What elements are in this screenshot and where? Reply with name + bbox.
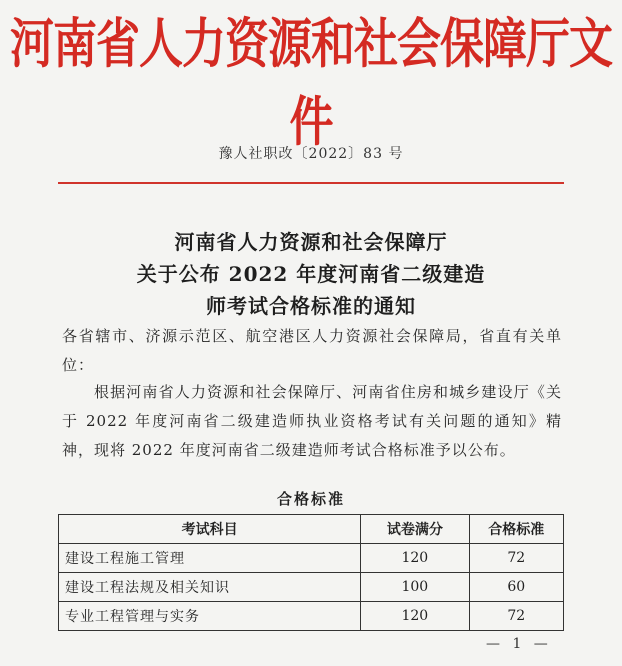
body-paragraph: 根据河南省人力资源和社会保障厅、河南省住房和城乡建设厅《关于 2022 年度河南省二级建造师执业资格考试有关问题的通知》精神，现将 2022 年度河南省二级建造师考试合格标准予以公布。: [62, 383, 562, 459]
cell-passing-score: 60: [469, 573, 564, 602]
document-header: 河南省人力资源和社会保障厅文件: [10, 13, 612, 154]
table-row: [59, 573, 564, 602]
table-header-row: [59, 515, 564, 544]
cell-full-score: 120: [361, 544, 469, 573]
document-number: 豫人社职改〔2022〕83 号: [218, 146, 404, 162]
red-divider: [58, 182, 564, 184]
page-number: — 1 —: [486, 636, 552, 652]
cell-full-score: 120: [361, 602, 469, 631]
header-full-score: 试卷满分: [361, 515, 469, 544]
passing-standard-table: [58, 514, 564, 631]
cell-subject: 专业工程管理与实务: [59, 602, 361, 631]
cell-passing-score: 72: [469, 544, 564, 573]
cell-passing-score: 72: [469, 602, 564, 631]
addressee: 各省辖市、济源示范区、航空港区人力资源社会保障局，省直有关单位：: [62, 327, 562, 374]
notice-title-line-2: 关于公布 2022 年度河南省二级建造: [136, 262, 486, 286]
table-row: [59, 544, 564, 573]
cell-subject: 建设工程法规及相关知识: [59, 573, 361, 602]
cell-subject: 建设工程施工管理: [59, 544, 361, 573]
notice-title-line-3: 师考试合格标准的通知: [206, 294, 416, 318]
header-subject: 考试科目: [59, 515, 361, 544]
header-passing-score: 合格标准: [469, 515, 564, 544]
table-row: [59, 602, 564, 631]
notice-title-line-1: 河南省人力资源和社会保障厅: [174, 230, 448, 254]
table-caption: 合格标准: [276, 490, 345, 508]
cell-full-score: 100: [361, 573, 469, 602]
